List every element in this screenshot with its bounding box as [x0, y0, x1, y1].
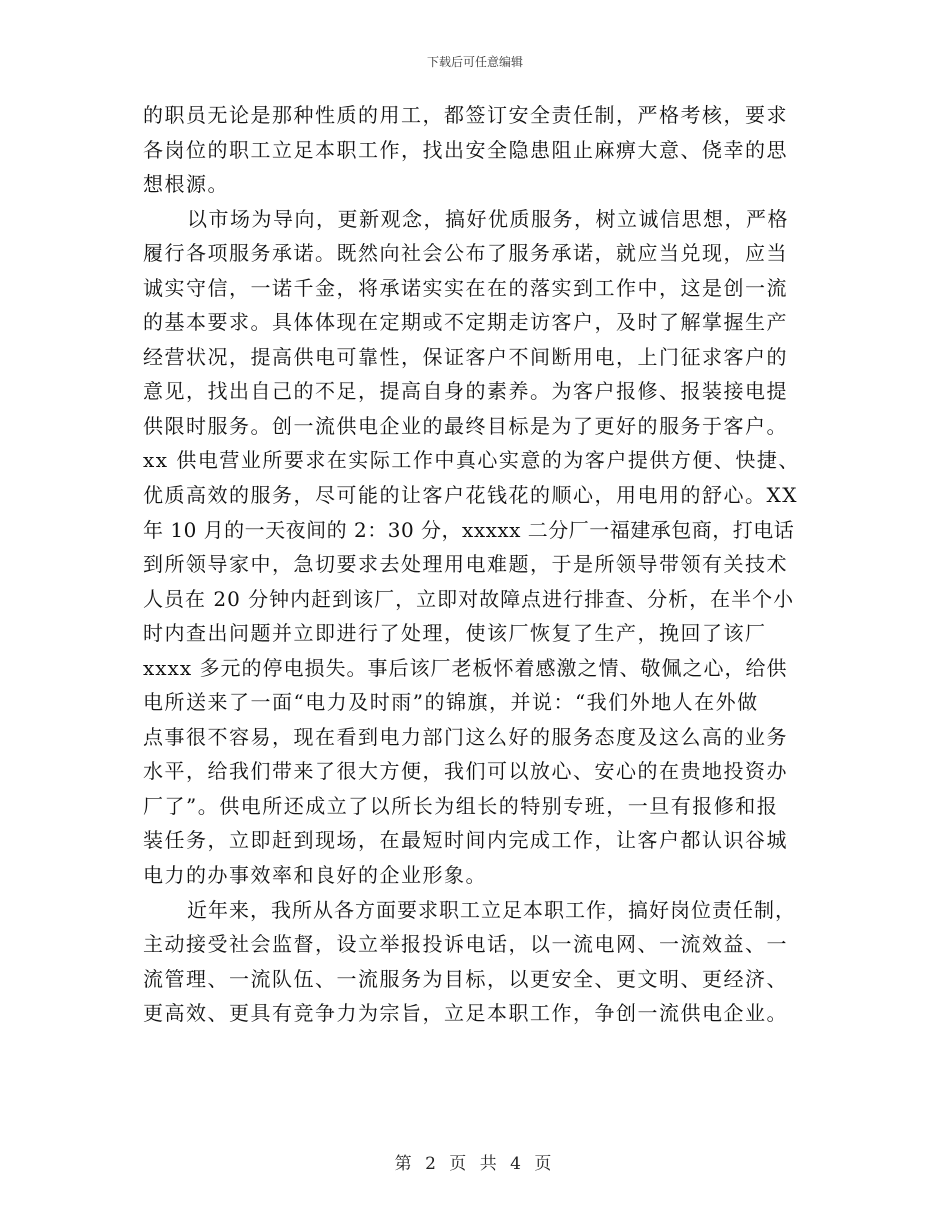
- text-line: xxxx 多元的停电损失。事后该厂老板怀着感激之情、敬佩之心，给供: [143, 655, 788, 680]
- text-line: 意见，找出自己的不足，提高自身的素养。为客户报修、报装接电提: [143, 379, 788, 404]
- text-line: 到所领导家中，急切要求去处理用电难题，于是所领导带领有关技术: [143, 552, 788, 577]
- text-line: 年 10 月的一天夜间的 2：30 分，xxxxx 二分厂一福建承包商，打电话: [143, 517, 795, 542]
- text-line: 诚实守信，一诺千金，将承诺实实在在的落实到工作中，这是创一流: [143, 275, 788, 300]
- text-line: 主动接受社会监督，设立举报投诉电话，以一流电网、一流效益、一: [143, 932, 788, 957]
- text-line: 时内查出问题并立即进行了处理，使该厂恢复了生产，挽回了该厂: [143, 621, 767, 646]
- document-body: [143, 98, 803, 1031]
- text-line: 优质高效的服务，尽可能的让客户花钱花的顺心，用电用的舒心。XX: [143, 483, 798, 508]
- text-line: 装任务，立即赶到现场，在最短时间内完成工作，让客户都认识谷城: [143, 828, 788, 853]
- text-line: 人员在 20 分钟内赶到该厂，立即对故障点进行排查、分析，在半个小: [143, 586, 795, 611]
- text-line: 各岗位的职工立足本职工作，找出安全隐患阻止麻痹大意、侥幸的思: [143, 137, 788, 162]
- text-line: 点事很不容易，现在看到电力部门这么好的服务态度及这么高的业务: [143, 724, 788, 749]
- paragraph-first-line: 近年来，我所从各方面要求职工立足本职工作，搞好岗位责任制，: [187, 897, 796, 922]
- text-line: 经营状况，提高供电可靠性，保证客户不间断用电，上门征求客户的: [143, 344, 788, 369]
- text-line: 更高效、更具有竞争力为宗旨，立足本职工作，争创一流供电企业。: [143, 1001, 788, 1026]
- text-line: 水平，给我们带来了很大方便，我们可以放心、安心的在贵地投资办: [143, 759, 788, 784]
- text-line: 电所送来了一面“电力及时雨”的锦旗，并说：“我们外地人在外做: [143, 690, 759, 715]
- text-line: 的基本要求。具体体现在定期或不定期走访客户，及时了解掌握生产: [143, 310, 788, 335]
- paragraph-first-line: 以市场为导向，更新观念，搞好优质服务，树立诚信思想，严格: [187, 206, 789, 231]
- text-line: 厂了”。供电所还成立了以所长为组长的特别专班，一旦有报修和报: [143, 793, 779, 818]
- text-line: 想根源。: [143, 172, 229, 197]
- text-line: 履行各项服务承诺。既然向社会公布了服务承诺，就应当兑现，应当: [143, 241, 788, 266]
- text-line: 供限时服务。创一流供电企业的最终目标是为了更好的服务于客户。: [143, 413, 788, 438]
- text-line: xx 供电营业所要求在实际工作中真心实意的为客户提供方便、快捷、: [143, 448, 800, 473]
- page-number-footer: 第 2 页 共 4 页: [394, 1154, 556, 1174]
- text-line: 电力的办事效率和良好的企业形象。: [143, 863, 487, 888]
- page-header: 下载后可任意编辑: [426, 55, 523, 69]
- text-line: 流管理、一流队伍、一流服务为目标，以更安全、更文明、更经济、: [143, 966, 788, 991]
- text-line: 的职员无论是那种性质的用工，都签订安全责任制，严格考核，要求: [143, 103, 788, 127]
